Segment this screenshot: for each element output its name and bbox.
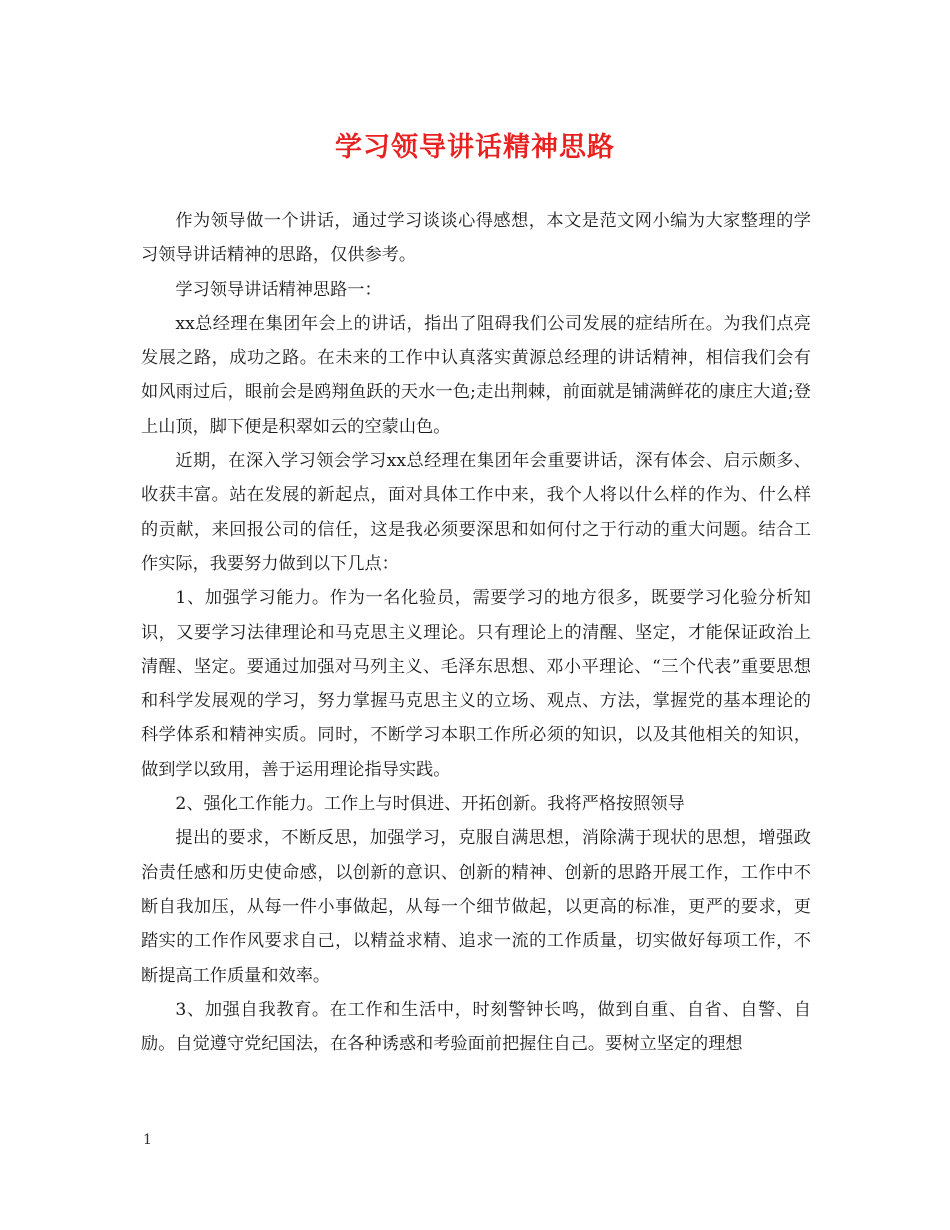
document-body (141, 204, 811, 1061)
paragraph-intro: 作为领导做一个讲话，通过学习谈谈心得感想，本文是范文网小编为大家整理的学习领导讲话精神的思路，仅供参考。 (141, 211, 811, 266)
paragraph-speech-summary: xx总经理在集团年会上的讲话，指出了阻碍我们公司发展的症结所在。为我们点亮发展之路，成功之路。在未来的工作中认真落实黄源总经理的讲话精神，相信我们会有如风雨过后，眼前会是鸥翔鱼跃的天水一色;走出荆棘，前面就是铺满鲜花的康庄大道;登上山顶，脚下便是积翠如云的空蒙山色。 (141, 313, 811, 437)
paragraph-point-1: 1、加强学习能力。作为一名化验员，需要学习的地方很多，既要学习化验分析知识，又要学习法律理论和马克思主义理论。只有理论上的清醒、坚定，才能保证政治上清醒、坚定。要通过加强对马列主义、毛泽东思想、邓小平理论、“三个代表”重要思想和科学发展观的学习，努力掌握马克思主义的立场、观点、方法，掌握党的基本理论的科学体系和精神实质。同时，不断学习本职工作所必须的知识，以及其他相关的知识，做到学以致用，善于运用理论指导实践。 (141, 588, 811, 780)
paragraph-recent-study: 近期，在深入学习领会学习xx总经理在集团年会重要讲话，深有体会、启示颇多、收获丰富。站在发展的新起点，面对具体工作中来，我个人将以什么样的作为、什么样的贡献，来回报公司的信任，这是我必须要深思和如何付之于行动的重大问题。结合工作实际，我要努力做到以下几点： (141, 451, 811, 574)
paragraph-point-2: 2、强化工作能力。工作上与时俱进、开拓创新。我将严格按照领导 (175, 794, 685, 815)
document-title: 学习领导讲话精神思路 (335, 132, 615, 163)
paragraph-section-heading: 学习领导讲话精神思路一： (175, 279, 382, 300)
paragraph-point-2-continued: 提出的要求，不断反思，加强学习，克服自满思想，消除满于现状的思想，增强政治责任感和历史使命感，以创新的意识、创新的精神、创新的思路开展工作，工作中不断自我加压，从每一件小事做起，从每一个细节做起，以更高的标准，更严的要求，更踏实的工作作风要求自己，以精益求精、追求一流的工作质量，切实做好每项工作，不断提高工作质量和效率。 (141, 828, 811, 986)
paragraph-point-3: 3、加强自我教育。在工作和生活中，时刻警钟长鸣，做到自重、自省、自警、自励。自觉遵守党纪国法，在各种诱惑和考验面前把握住自己。要树立坚定的理想 (141, 999, 811, 1055)
page-number: 1 (143, 1132, 152, 1148)
